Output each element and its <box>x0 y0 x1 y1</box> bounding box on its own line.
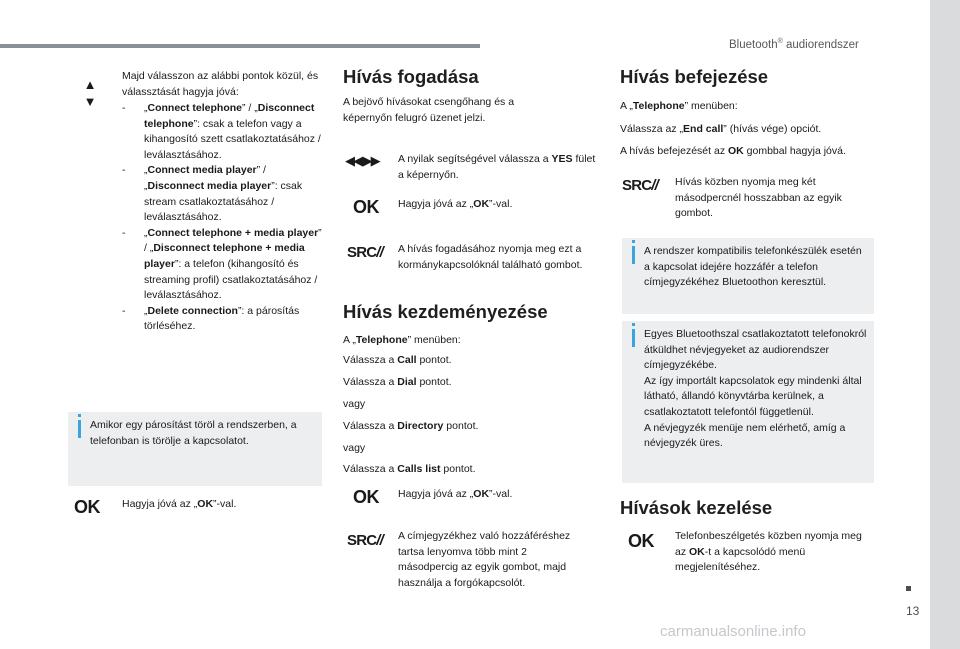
note-contact-import: Egyes Bluetoothszal csatlakoztatott telefonokról átküldhet névjegyeket az audiorendszer címjegyzékébe. Az így importált kapcsolatok egy mindenki által látható, állandó könyvtárba kerülnek, a csatlakoztatott telefontól függetlenül. A névjegyzék menüje nem elérhető, amíg a névjegyzék üres. <box>622 321 874 483</box>
src-steering-button-icon: SRC// <box>622 177 659 194</box>
heading-initiate-call: Hívás kezdeményezése <box>343 301 548 322</box>
ok-button-icon: OK <box>353 487 379 507</box>
watermark: carmanualsonline.info <box>660 623 806 640</box>
info-icon <box>632 329 635 347</box>
receive-ok-text: Hagyja jóvá az „OK”-val. <box>398 198 513 210</box>
ok-button-icon: OK <box>628 531 654 551</box>
page-marker <box>906 586 911 591</box>
connection-options-list <box>122 101 322 335</box>
select-calls-list-text: Válassza a Calls list pontot. <box>343 463 476 475</box>
src-steering-button-icon: SRC// <box>347 244 384 261</box>
col1-intro: Majd válasszon az alábbi pontok közül, és válassztását hagyja jóvá: <box>122 70 319 98</box>
col1-ok-text: Hagyja jóvá az „OK”-val. <box>122 498 237 510</box>
left-right-arrows-icon: ◀◀ ▶▶ <box>345 153 379 168</box>
init-menu-text: A „Telephone” menüben: <box>343 334 461 346</box>
arrows-yes-text: A nyilak segítségével válassza a YES fület a képernyőn. <box>398 153 596 181</box>
receive-src-text: A hívás fogadásához nyomja meg ezt a kormánykapcsolóknál található gombot. <box>398 243 583 271</box>
option-connect-telephone: - „Connect telephone” / „Disconnect telephone”: csak a telefon vagy a kihangosító szett csatlakoztatásához / leválasztásához. <box>122 102 321 161</box>
info-icon <box>78 420 81 438</box>
heading-manage-calls: Hívások kezelése <box>620 497 773 518</box>
manage-text: Telefonbeszélgetés közben nyomja meg az OK-t a kapcsolódó menü megjelenítéséhez. <box>675 530 862 574</box>
end-confirm-text: A hívás befejezését az OK gombbal hagyja jóvá. <box>620 145 846 157</box>
or-text-2: vagy <box>343 442 366 454</box>
init-src-text: A címjegyzékhez való hozzáféréshez tartsa lenyomva több mint 2 másodpercig az egyik gombot, majd használja a forgókapcsolót. <box>398 530 571 589</box>
end-menu-text: A „Telephone” menüben: <box>620 100 738 112</box>
heading-end-call: Hívás befejezése <box>620 66 769 87</box>
ok-button-icon: OK <box>353 197 379 217</box>
init-ok-text: Hagyja jóvá az „OK”-val. <box>398 488 513 500</box>
option-connect-telephone-media: - „Connect telephone + media player” / „Disconnect telephone + media player”: a telefon (kihangosító és streaming profil) csatlakoztatásához / leválasztásához. <box>122 226 322 302</box>
select-directory-text: Válassza a Directory pontot. <box>343 420 479 432</box>
ok-button-icon: OK <box>74 497 100 517</box>
page-number: 13 <box>906 604 920 618</box>
note-phonebook-access: A rendszer kompatibilis telefonkészülék esetén a kapcsolat idejére hozzáfér a telefon címjegyzékéhez Bluetoothon keresztül. <box>622 238 874 314</box>
select-call-text: Válassza a Call pontot. <box>343 354 452 366</box>
select-dial-text: Válassza a Dial pontot. <box>343 376 452 388</box>
running-header: Bluetooth® audiorendszer <box>729 38 859 51</box>
heading-receive-call: Hívás fogadása <box>343 66 479 87</box>
end-src-text: Hívás közben nyomja meg két másodpercnél hosszabban az egyik gombot. <box>675 176 842 220</box>
receive-text: A bejövő hívásokat csengőhang és a képernyőn felugró üzenet jelzi. <box>343 96 515 124</box>
page-edge-strip <box>930 0 960 649</box>
header-rule <box>0 44 480 48</box>
or-text-1: vagy <box>343 398 366 410</box>
note-delete-pairing: Amikor egy párosítást töröl a rendszerben, a telefonban is törölje a kapcsolatot. <box>68 412 322 486</box>
option-connect-media-player: - „Connect media player” / „Disconnect media player”: csak stream csatlakoztatásához / leválasztásához. <box>122 164 303 224</box>
option-delete-connection: - „Delete connection”: a párosítás törléséhez. <box>122 304 300 333</box>
end-select-text: Válassza az „End call” (hívás vége) opciót. <box>620 123 822 135</box>
up-down-arrows-icon: ▲ ▼ <box>83 77 97 109</box>
info-icon <box>632 246 635 264</box>
src-steering-button-icon: SRC// <box>347 532 384 549</box>
